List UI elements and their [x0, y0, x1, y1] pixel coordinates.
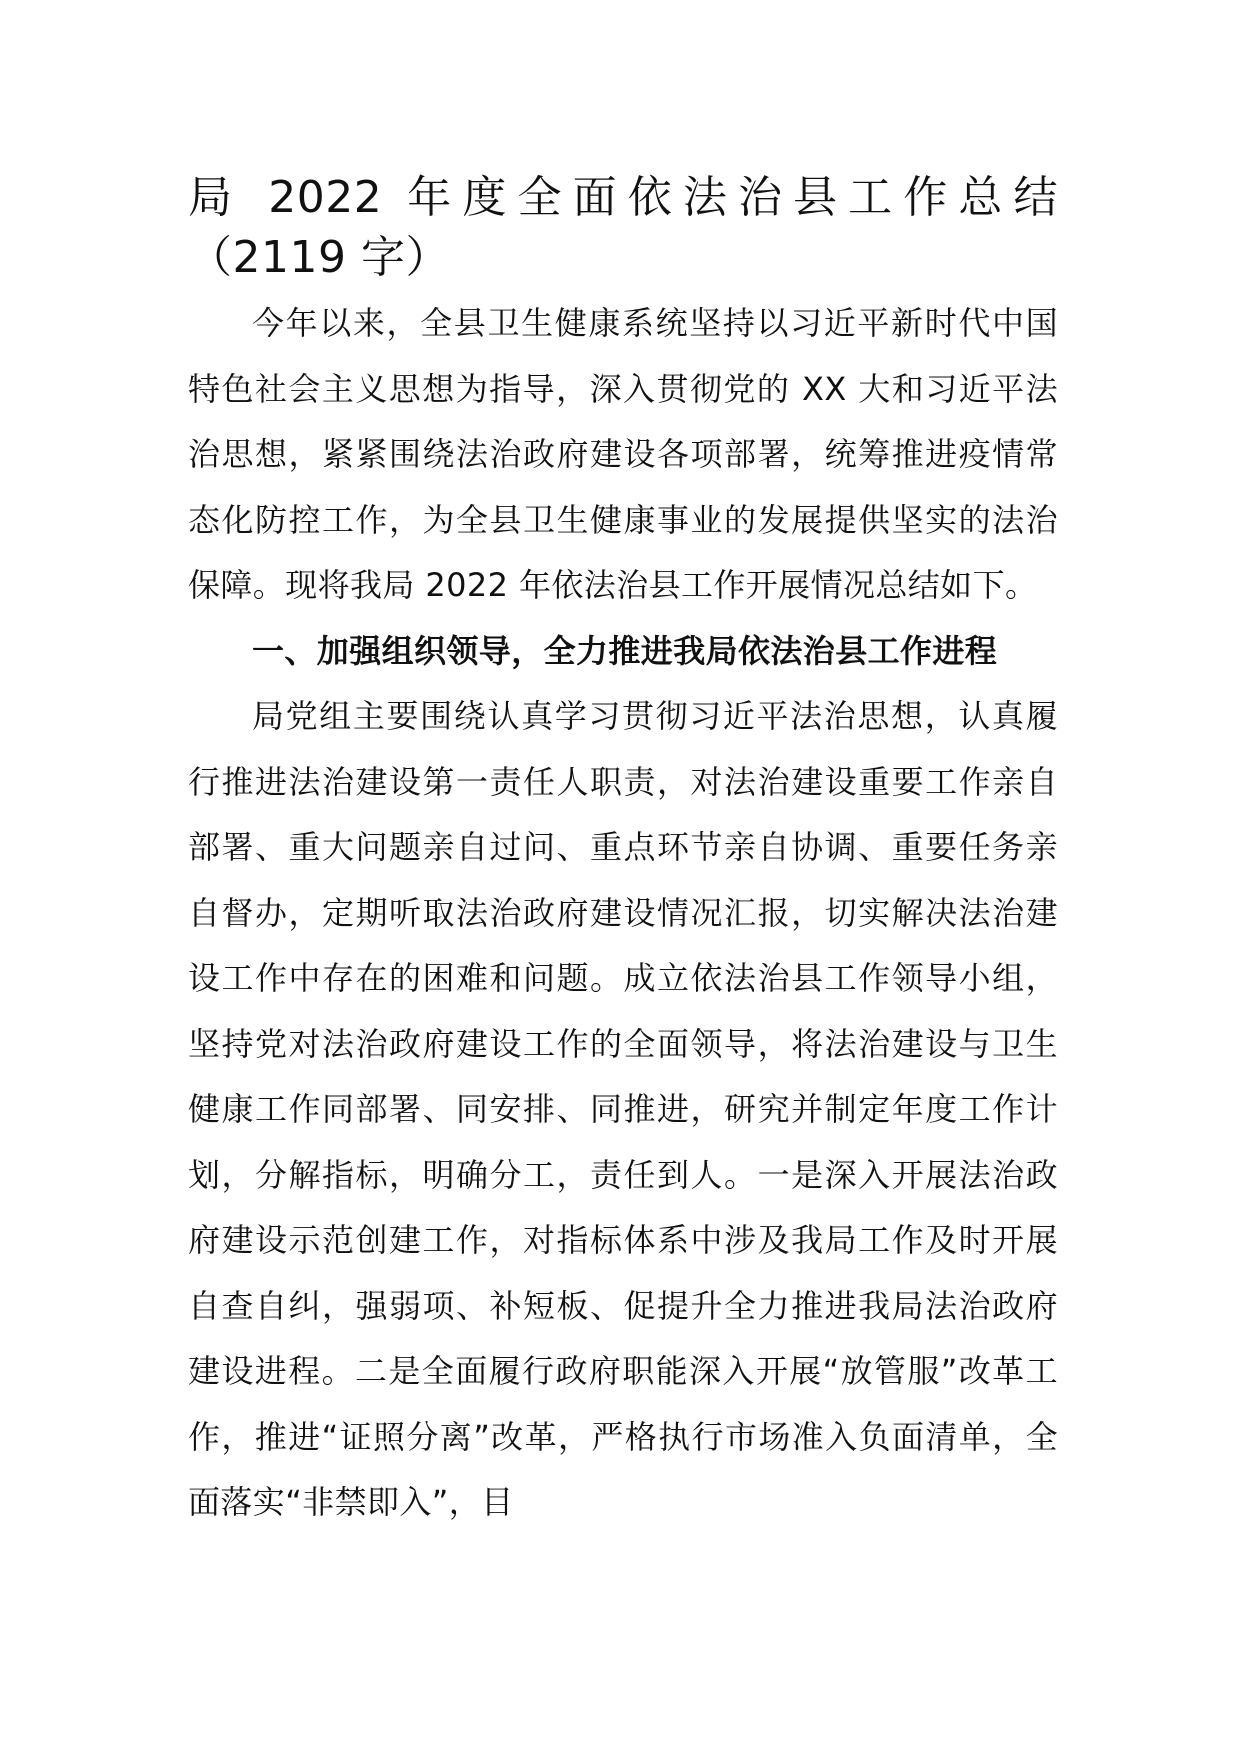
section-heading-1: 一、加强组织领导，全力推进我局依法治县工作进程: [252, 631, 998, 670]
intro-paragraph: 今年以来，全县卫生健康系统坚持以习近平新时代中国特色社会主义思想为指导，深入贯彻党的 XX 大和习近平法治思想，紧紧围绕法治政府建设各项部署，统筹推进疫情常态化防控工作，为全县卫生健康事业的发展提供坚实的法治保障。现将我局 2022 年依法治县工作开展情况总结如下。: [188, 304, 1058, 604]
document-page: [188, 168, 1058, 1536]
document-body: [188, 291, 1058, 1536]
document-title: 局 2022 年度全面依法治县工作总结（2119 字）: [188, 172, 1058, 283]
section-1-paragraph: 局党组主要围绕认真学习贯彻习近平法治思想，认真履行推进法治建设第一责任人职责，对法治建设重要工作亲自部署、重大问题亲自过问、重点环节亲自协调、重要任务亲自督办，定期听取法治政府建设情况汇报，切实解决法治建设工作中存在的困难和问题。成立依法治县工作领导小组，坚持党对法治政府建设工作的全面领导，将法治建设与卫生健康工作同部署、同安排、同推进，研究并制定年度工作计划，分解指标，明确分工，责任到人。一是深入开展法治政府建设示范创建工作，对指标体系中涉及我局工作及时开展自查自纠，强弱项、补短板、促提升全力推进我局法治政府建设进程。二是全面履行政府职能深入开展“放管服”改革工作，推进“证照分离”改革，严格执行市场准入负面清单，全面落实“非禁即入”，目: [188, 697, 1058, 1521]
